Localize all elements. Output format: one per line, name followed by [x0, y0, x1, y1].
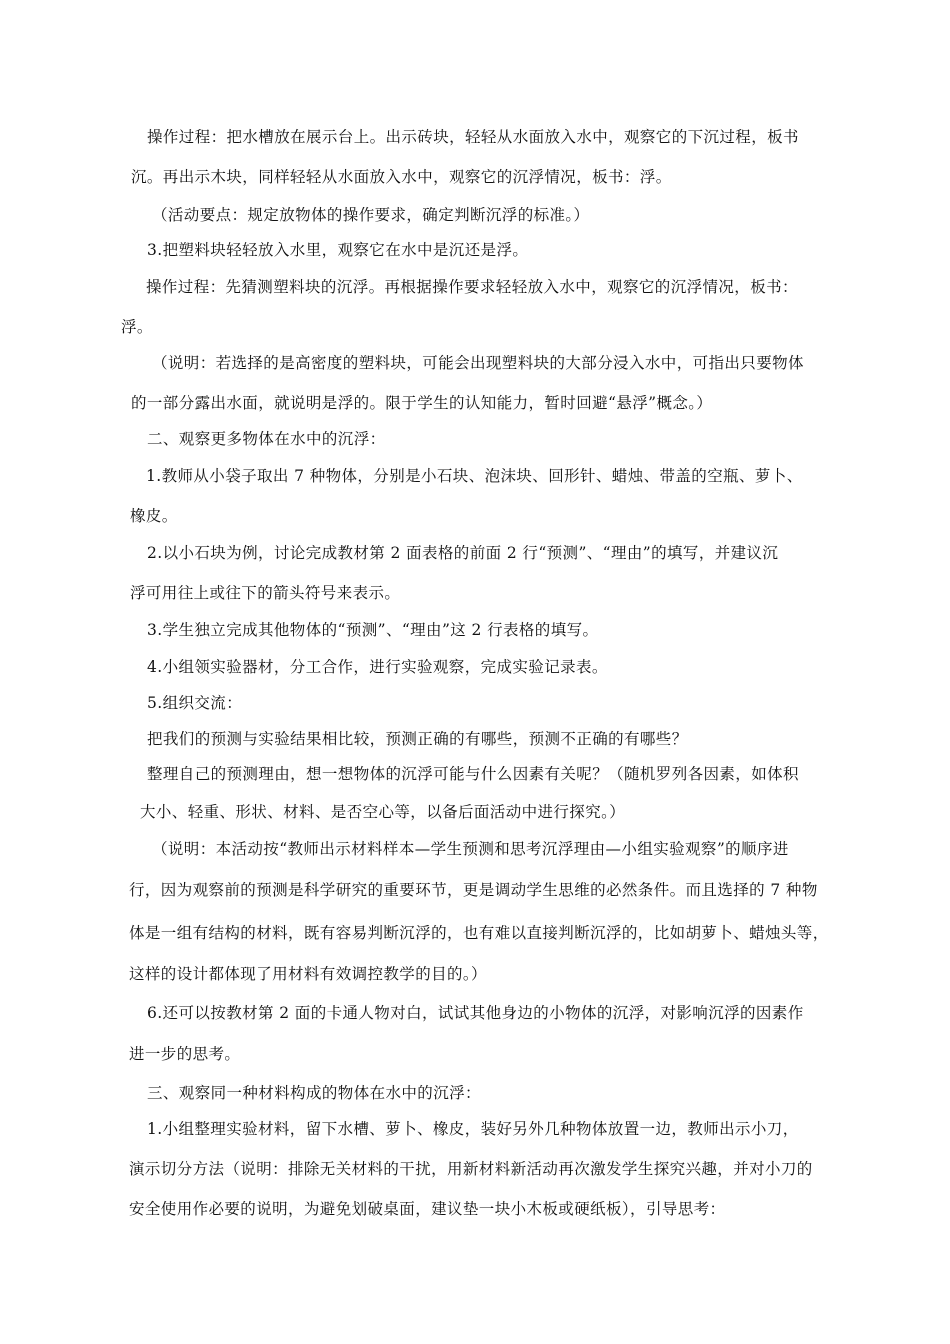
- text-line: 1.小组整理实验材料，留下水槽、萝卜、橡皮，装好另外几种物体放置一边，教师出示小刀，: [147, 1120, 799, 1138]
- text-line: 演示切分方法（说明：排除无关材料的干扰，用新材料新活动再次激发学生探究兴趣，并对小刀的: [129, 1160, 813, 1178]
- text-line: 这样的设计都体现了用材料有效调控教学的目的。）: [129, 965, 487, 983]
- text-line: 二、观察更多物体在水中的沉浮：: [147, 430, 386, 448]
- text-line: 大小、轻重、形状、材料、是否空心等，以备后面活动中进行探究。）: [140, 803, 626, 821]
- text-line: 进一步的思考。: [129, 1045, 241, 1063]
- text-line: 1.教师从小袋子取出 7 种物体，分别是小石块、泡沫块、回形针、蜡烛、带盖的空瓶、萝卜、: [146, 467, 803, 485]
- text-line: 3.把塑料块轻轻放入水里，观察它在水中是沉还是浮。: [147, 241, 529, 259]
- text-line: 6.还可以按教材第 2 面的卡通人物对白，试试其他身边的小物体的沉浮，对影响沉浮的因素作: [147, 1004, 804, 1022]
- text-line: 3.学生独立完成其他物体的“预测”、“理由”这 2 行表格的填写。: [147, 621, 599, 639]
- text-line: 操作过程：把水槽放在展示台上。出示砖块，轻轻从水面放入水中，观察它的下沉过程，板书: [147, 128, 799, 146]
- text-line: 浮。: [121, 318, 153, 336]
- text-line: （说明：若选择的是高密度的塑料块，可能会出现塑料块的大部分浸入水中，可指出只要物体: [152, 354, 804, 372]
- text-line: 行，因为观察前的预测是科学研究的重要环节，更是调动学生思维的必然条件。而且选择的 7 种物: [129, 881, 818, 899]
- text-line: 沉。再出示木块，同样轻轻从水面放入水中，观察它的沉浮情况，板书：浮。: [131, 168, 672, 186]
- text-line: 5.组织交流：: [147, 694, 243, 712]
- text-line: 体是一组有结构的材料，既有容易判断沉浮的，也有难以直接判断沉浮的，比如胡萝卜、蜡烛头等，: [129, 924, 829, 942]
- text-line: 橡皮。: [130, 507, 178, 525]
- text-line: 2.以小石块为例，讨论完成教材第 2 面表格的前面 2 行“预测”、“理由”的填写，并建议沉: [147, 544, 779, 562]
- text-line: 操作过程：先猜测塑料块的沉浮。再根据操作要求轻轻放入水中，观察它的沉浮情况，板书：: [146, 278, 798, 296]
- text-line: 把我们的预测与实验结果相比较，预测正确的有哪些，预测不正确的有哪些？: [147, 730, 688, 748]
- text-line: 浮可用往上或往下的箭头符号来表示。: [130, 584, 401, 602]
- text-line: 整理自己的预测理由，想一想物体的沉浮可能与什么因素有关呢？（随机罗列各因素，如体积: [147, 765, 799, 783]
- text-line: 三、观察同一种材料构成的物体在水中的沉浮：: [147, 1084, 481, 1102]
- text-line: 的一部分露出水面，就说明是浮的。限于学生的认知能力，暂时回避“悬浮”概念。）: [131, 394, 713, 412]
- text-line: （活动要点：规定放物体的操作要求，确定判断沉浮的标准。）: [152, 206, 590, 224]
- text-line: 4.小组领实验器材，分工合作，进行实验观察，完成实验记录表。: [147, 658, 608, 676]
- text-line: （说明：本活动按“教师出示材料样本—学生预测和思考沉浮理由—小组实验观察”的顺序进: [152, 840, 789, 858]
- text-line: 安全使用作必要的说明，为避免划破桌面，建议垫一块小木板或硬纸板），引导思考：: [129, 1200, 726, 1218]
